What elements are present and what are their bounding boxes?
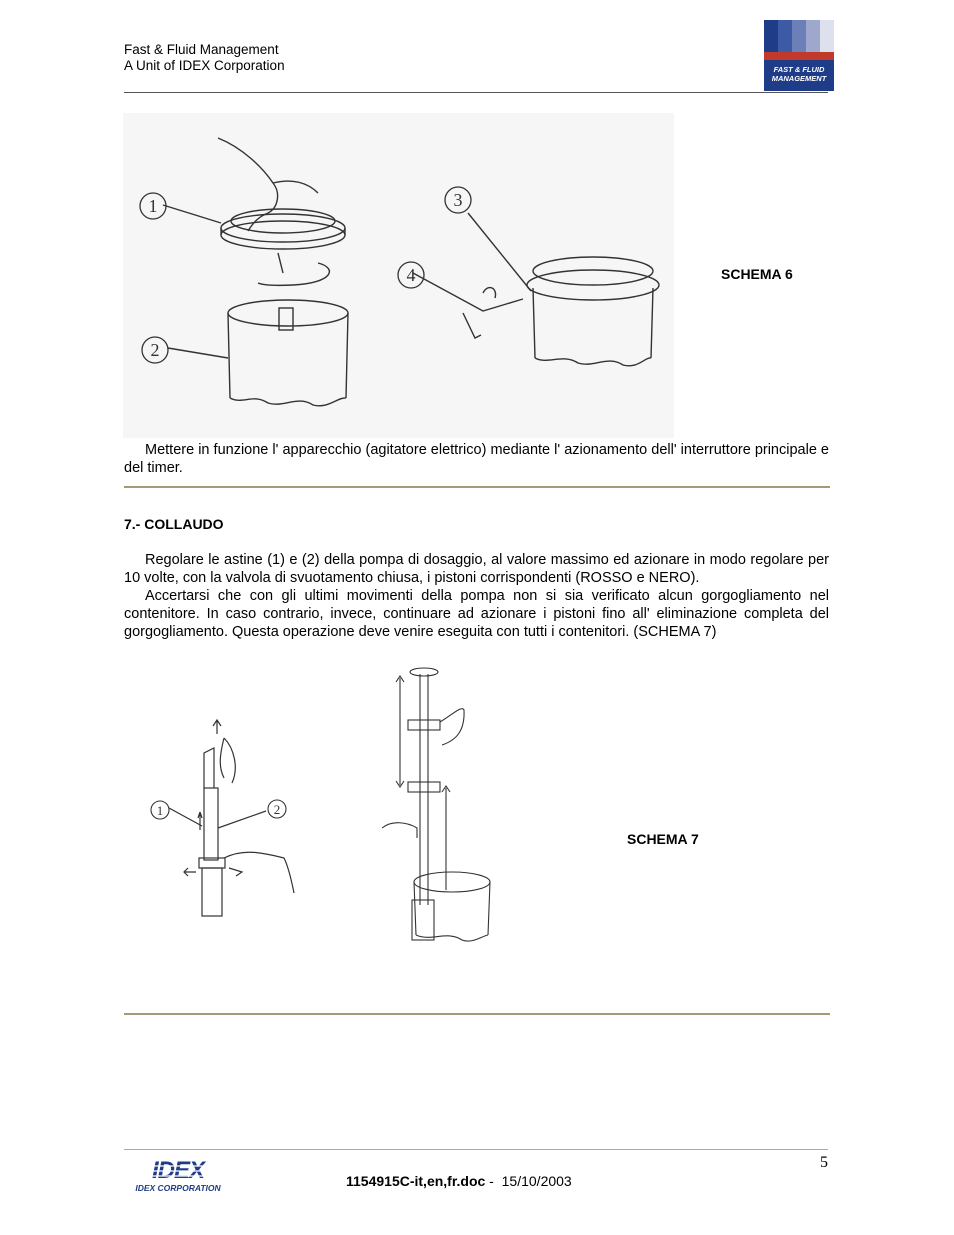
section-divider-1: [124, 486, 830, 488]
header-rule: [124, 92, 828, 93]
section-divider-2: [124, 1013, 830, 1015]
section-title: 7.- COLLAUDO: [124, 516, 224, 532]
schema6-caption: SCHEMA 6: [721, 266, 793, 282]
callout-7-1: 1: [156, 803, 164, 818]
section-paragraph-b: Accertarsi che con gli ultimi movimenti della pompa non si sia verificato alcun gorgogliamento nel contenitore. In caso contrario, invece, continuare ad azionare i pistoni fino all' eliminazione completa del gorgogliamento. Questa operazione deve venire eseguita con tutti i contenitori. (SCHEMA 7): [124, 588, 829, 640]
schema6-illustration: [123, 113, 674, 438]
company-subtitle: A Unit of IDEX Corporation: [124, 58, 285, 73]
callout-1: 1: [148, 196, 158, 216]
document-date: 15/10/2003: [501, 1173, 572, 1189]
idex-logo: [128, 1158, 230, 1194]
header-company: [124, 42, 285, 74]
page-number: 5: [820, 1154, 828, 1171]
ffm-logo: [764, 20, 834, 91]
schema7-caption: SCHEMA 7: [627, 831, 699, 847]
logo-text-1: FAST & FLUID: [773, 65, 825, 74]
callout-7-2: 2: [273, 802, 281, 817]
document-name: 1154915C-it,en,fr.doc: [346, 1173, 486, 1189]
section-paragraph-a: Regolare le astine (1) e (2) della pompa di dosaggio, al valore massimo ed azionare in modo regolare per 10 volte, con la valvola di svuotamento chiusa, i pistoni corrispondenti (ROSSO e NERO).: [124, 552, 829, 586]
footer-rule: [124, 1149, 828, 1150]
paragraph-operation: [124, 441, 829, 477]
document-separator: -: [485, 1173, 502, 1189]
logo-text-2: MANAGEMENT: [771, 74, 827, 83]
callout-4: 4: [406, 265, 416, 285]
paragraph-operation-text: Mettere in funzione l' apparecchio (agitatore elettrico) mediante l' azionamento dell' interruttore principale e del timer.: [124, 442, 829, 476]
section-body: [124, 551, 829, 641]
schema7-pump-illustration: [124, 658, 374, 928]
company-name: Fast & Fluid Management: [124, 42, 279, 57]
idex-logo-text: IDEX: [151, 1158, 205, 1184]
idex-tagline: IDEX CORPORATION: [135, 1183, 221, 1193]
callout-2: 2: [150, 340, 160, 360]
callout-3: 3: [453, 190, 463, 210]
document-reference: [346, 1173, 572, 1189]
schema7-container-illustration: [372, 660, 502, 950]
